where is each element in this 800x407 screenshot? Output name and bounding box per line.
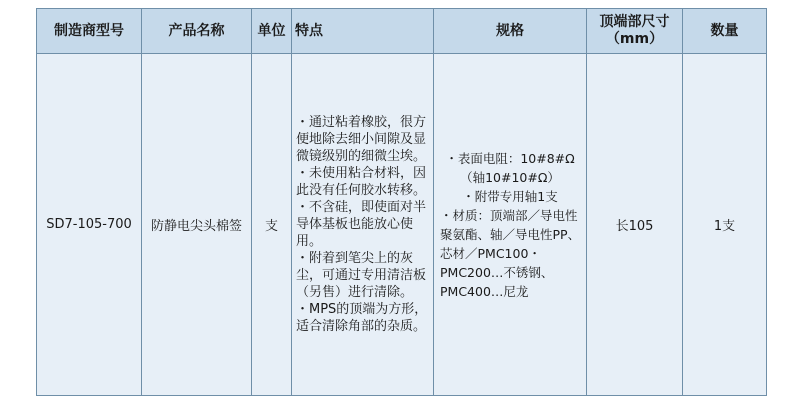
header-features: 特点 [292,9,434,54]
cell-unit: 支 [252,54,292,396]
cell-model: SD7-105-700 [37,54,142,396]
header-model: 制造商型号 [37,9,142,54]
feature-item: ・附着到笔尖上的灰尘，可通过专用清洁板（另售）进行清除。 [296,251,427,300]
cell-quantity: 1支 [683,54,767,396]
header-spec: 规格 [434,9,587,54]
feature-item: ・不含硅，即使面对半导体基板也能放心使用。 [296,200,427,249]
cell-features [292,54,434,396]
spec-item: ・表面电阻：10#8#Ω [445,150,575,166]
spec-item: ・附带专用轴1支 [462,188,558,204]
cell-tip-size: 长105 [587,54,683,396]
header-row [37,9,767,54]
feature-item: ・未使用粘合材料，因此没有任何胶水转移。 [296,166,427,198]
header-product-name: 产品名称 [142,9,252,54]
spec-item: ・材质：顶端部／导电性聚氨酯、轴／导电性PP、芯材／PMC100・PMC200…不锈钢、PMC400…尼龙 [440,207,581,299]
header-tip-size-line1: 顶端部尺寸 [599,14,670,30]
product-table [36,8,767,396]
header-tip-size [587,9,683,54]
feature-item: ・通过粘着橡胶，很方便地除去细小间隙及显微镜级别的细微尘埃。 [296,115,427,164]
cell-spec [434,54,587,396]
header-quantity: 数量 [683,9,767,54]
header-tip-size-line2: （mm） [605,31,664,47]
cell-product-name: 防静电尖头棉签 [142,54,252,396]
feature-item: ・MPS的顶端为方形，适合清除角部的杂质。 [296,302,428,334]
header-unit: 单位 [252,9,292,54]
table-row [37,54,767,396]
spec-item: （轴10#10#Ω） [460,169,560,185]
